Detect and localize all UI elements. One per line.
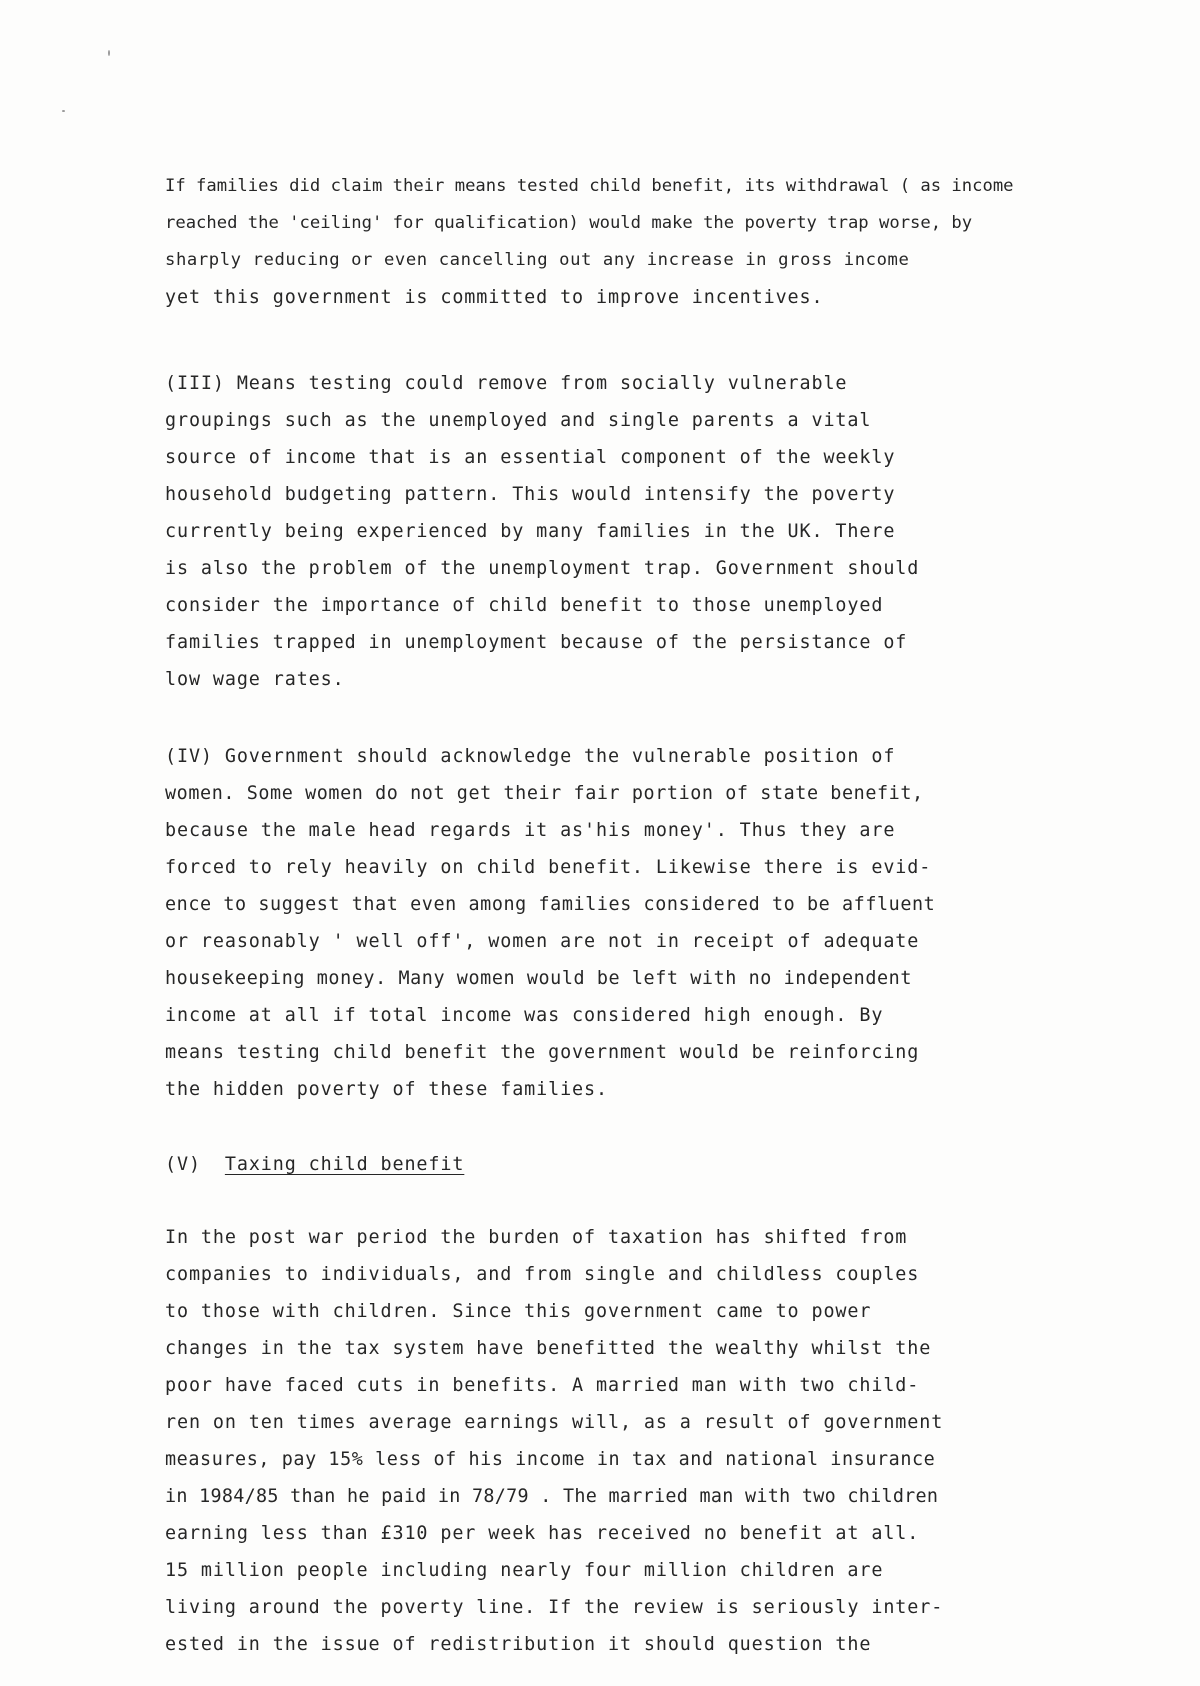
text-line: companies to individuals, and from single and childless couples	[165, 1264, 920, 1285]
text-line: housekeeping money. Many women would be left with no independent	[165, 968, 913, 989]
text-line: ren on ten times average earnings will, as a result of government	[165, 1412, 944, 1433]
paragraph-means-tested-withdrawal	[165, 168, 1155, 316]
text-line: forced to rely heavily on child benefit. Likewise there is evid-	[165, 857, 932, 878]
paragraph-section-iv	[165, 738, 1155, 1108]
text-line: or reasonably ' well off', women are not in receipt of adequate	[165, 931, 920, 952]
text-line: ence to suggest that even among families considered to be affluent	[165, 894, 936, 915]
text-line: source of income that is an essential component of the weekly	[165, 447, 896, 468]
paragraph-taxing-child-benefit	[165, 1219, 1155, 1663]
section-heading-v	[165, 1146, 1155, 1183]
scan-speck	[108, 50, 110, 56]
text-line: the hidden poverty of these families.	[165, 1079, 608, 1100]
text-line: living around the poverty line. If the review is seriously inter-	[165, 1597, 944, 1618]
text-line: to those with children. Since this government came to power	[165, 1301, 872, 1322]
text-line: (III) Means testing could remove from socially vulnerable	[165, 373, 848, 394]
text-line: earning less than £310 per week has received no benefit at all.	[165, 1523, 920, 1544]
text-line: consider the importance of child benefit to those unemployed	[165, 595, 884, 616]
text-line: 15 million people including nearly four million children are	[165, 1560, 884, 1581]
text-line: currently being experienced by many families in the UK. There	[165, 521, 896, 542]
text-line: If families did claim their means tested child benefit, its withdrawal ( as income	[165, 176, 1014, 196]
text-line: income at all if total income was considered high enough. By	[165, 1005, 884, 1026]
text-line: poor have faced cuts in benefits. A married man with two child-	[165, 1375, 920, 1396]
text-line: low wage rates.	[165, 669, 345, 690]
text-line: ested in the issue of redistribution it should question the	[165, 1634, 872, 1655]
text-line: In the post war period the burden of taxation has shifted from	[165, 1227, 908, 1248]
text-line: measures, pay 15% less of his income in tax and national insurance	[165, 1449, 936, 1470]
text-line: (IV) Government should acknowledge the vulnerable position of	[165, 746, 896, 767]
text-line: sharply reducing or even cancelling out any increase in gross income	[165, 250, 910, 270]
text-line: in 1984/85 than he paid in 78/79 . The married man with two children	[165, 1486, 939, 1507]
text-line: families trapped in unemployment because of the persistance of	[165, 632, 908, 653]
heading-line	[165, 1146, 1155, 1183]
text-line: household budgeting pattern. This would intensify the poverty	[165, 484, 896, 505]
heading-title: Taxing child benefit	[224, 1154, 465, 1175]
text-line: is also the problem of the unemployment trap. Government should	[165, 558, 920, 579]
paragraph-section-iii	[165, 365, 1155, 698]
scan-speck	[62, 110, 65, 112]
heading-number: (V)	[165, 1154, 225, 1175]
text-line: reached the 'ceiling' for qualification) would make the poverty trap worse, by	[165, 213, 973, 233]
text-line: groupings such as the unemployed and single parents a vital	[165, 410, 872, 431]
text-line: because the male head regards it as'his money'. Thus they are	[165, 820, 896, 841]
text-line: means testing child benefit the government would be reinforcing	[165, 1042, 920, 1063]
text-line: changes in the tax system have benefitted the wealthy whilst the	[165, 1338, 932, 1359]
text-line: women. Some women do not get their fair portion of state benefit,	[165, 783, 924, 804]
text-line: yet this government is committed to improve incentives.	[165, 287, 824, 308]
